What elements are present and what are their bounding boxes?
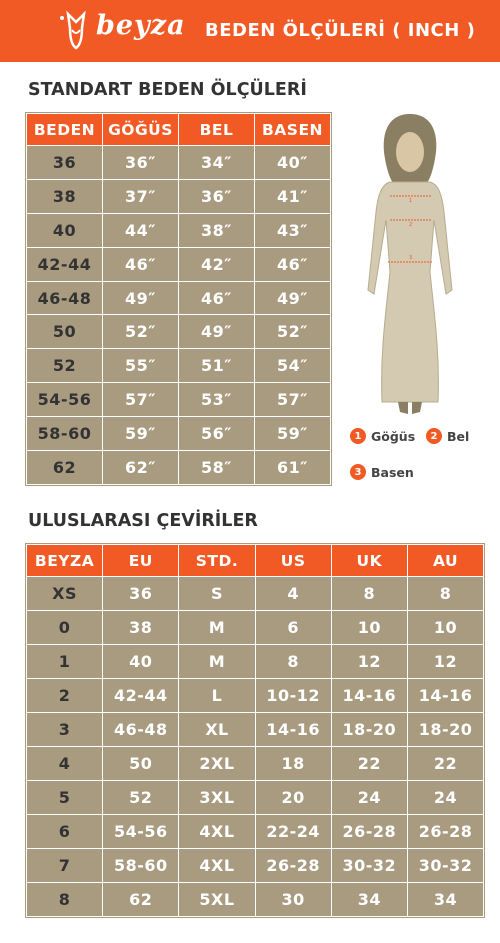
table-cell: 6	[256, 611, 331, 644]
svg-text:3: 3	[409, 255, 413, 261]
table-cell: 14-16	[256, 713, 331, 746]
table-cell: 38″	[179, 214, 254, 247]
table-cell: 20	[256, 781, 331, 814]
table-cell: 49″	[103, 282, 178, 315]
table-row	[27, 146, 330, 179]
column-header: BEL	[179, 114, 254, 145]
table-cell: 36″	[103, 146, 178, 179]
table-cell: 59″	[255, 417, 330, 450]
standard-sizes-table	[26, 113, 331, 485]
table-header-row	[27, 545, 483, 576]
table-cell: 10-12	[256, 679, 331, 712]
table-cell: 53″	[179, 383, 254, 416]
table-row	[27, 713, 483, 746]
legend-number: 2	[426, 428, 442, 444]
conversions-table	[26, 544, 484, 917]
table-cell: 4XL	[179, 815, 254, 848]
column-header: BEYZA	[27, 545, 102, 576]
table-cell: 36	[27, 146, 102, 179]
table-cell: 1	[27, 645, 102, 678]
table-cell: 52″	[103, 315, 178, 348]
table-cell: 10	[332, 611, 407, 644]
table-cell: 62	[103, 883, 178, 916]
table-row	[27, 747, 483, 780]
table-cell: 42-44	[103, 679, 178, 712]
table-row	[27, 577, 483, 610]
column-header: STD.	[179, 545, 254, 576]
table-cell: 30-32	[408, 849, 483, 882]
table-cell: 34	[332, 883, 407, 916]
table-cell: 4	[256, 577, 331, 610]
table-cell: 3XL	[179, 781, 254, 814]
table-cell: 12	[408, 645, 483, 678]
table-cell: 5XL	[179, 883, 254, 916]
table-cell: 5	[27, 781, 102, 814]
legend-item-gogus	[350, 428, 415, 444]
table-cell: 26-28	[256, 849, 331, 882]
table-cell: 14-16	[408, 679, 483, 712]
table-cell: 4	[27, 747, 102, 780]
table-cell: 59″	[103, 417, 178, 450]
table-cell: 18-20	[408, 713, 483, 746]
table-cell: 54-56	[27, 383, 102, 416]
table-cell: 51″	[179, 349, 254, 382]
table-cell: 58-60	[27, 417, 102, 450]
table-cell: 10	[408, 611, 483, 644]
table-cell: 57″	[103, 383, 178, 416]
table-cell: 40	[103, 645, 178, 678]
table-cell: 14-16	[332, 679, 407, 712]
table-cell: 30	[256, 883, 331, 916]
table-row	[27, 282, 330, 315]
legend-number: 1	[350, 428, 366, 444]
table-cell: 42″	[179, 248, 254, 281]
table-row	[27, 248, 330, 281]
table-row	[27, 611, 483, 644]
column-header: GÖĞÜS	[103, 114, 178, 145]
table-cell: 50	[27, 315, 102, 348]
table-cell: 54-56	[103, 815, 178, 848]
table-cell: 56″	[179, 417, 254, 450]
table-cell: 4XL	[179, 849, 254, 882]
table-cell: S	[179, 577, 254, 610]
table-cell: 52	[103, 781, 178, 814]
table-cell: 22-24	[256, 815, 331, 848]
table-cell: 24	[408, 781, 483, 814]
table-row	[27, 679, 483, 712]
table-cell: 37″	[103, 180, 178, 213]
table-cell: 22	[332, 747, 407, 780]
table-cell: 24	[332, 781, 407, 814]
table-cell: 46-48	[103, 713, 178, 746]
table-cell: L	[179, 679, 254, 712]
table-cell: M	[179, 611, 254, 644]
table-cell: XL	[179, 713, 254, 746]
table-cell: 22	[408, 747, 483, 780]
table-cell: 50	[103, 747, 178, 780]
table-cell: 52	[27, 349, 102, 382]
column-header: US	[256, 545, 331, 576]
table-cell: 40″	[255, 146, 330, 179]
table-row	[27, 849, 483, 882]
table-cell: 2	[27, 679, 102, 712]
table-cell: 38	[103, 611, 178, 644]
header-banner	[0, 0, 500, 62]
table-cell: 41″	[255, 180, 330, 213]
legend-item-basen	[350, 464, 414, 480]
table-cell: 55″	[103, 349, 178, 382]
table-row	[27, 214, 330, 247]
table-cell: 58-60	[103, 849, 178, 882]
table-cell: 46″	[255, 248, 330, 281]
conversions-title: ULUSLARASI ÇEVİRİLER	[28, 511, 258, 531]
legend-item-bel	[426, 428, 469, 444]
table-row	[27, 180, 330, 213]
table-row	[27, 349, 330, 382]
table-row	[27, 883, 483, 916]
table-cell: XS	[27, 577, 102, 610]
table-cell: M	[179, 645, 254, 678]
table-cell: 57″	[255, 383, 330, 416]
legend-label: Göğüs	[371, 428, 416, 444]
table-cell: 26-28	[332, 815, 407, 848]
page-title: BEDEN ÖLÇÜLERİ ( INCH )	[205, 20, 476, 41]
table-cell: 0	[27, 611, 102, 644]
table-cell: 2XL	[179, 747, 254, 780]
table-cell: 43″	[255, 214, 330, 247]
table-header-row	[27, 114, 330, 145]
table-cell: 49″	[179, 315, 254, 348]
svg-text:2: 2	[409, 222, 413, 228]
table-cell: 26-28	[408, 815, 483, 848]
legend-label: Basen	[371, 464, 414, 480]
dress-figure-illustration	[360, 112, 460, 422]
table-cell: 58″	[179, 451, 254, 484]
table-row	[27, 417, 330, 450]
table-cell: 34	[408, 883, 483, 916]
logo-text: beyza	[96, 10, 186, 41]
legend-label: Bel	[447, 428, 470, 444]
table-cell: 12	[332, 645, 407, 678]
table-row	[27, 781, 483, 814]
table-cell: 8	[332, 577, 407, 610]
table-cell: 46″	[179, 282, 254, 315]
table-cell: 36	[103, 577, 178, 610]
table-cell: 46-48	[27, 282, 102, 315]
table-cell: 44″	[103, 214, 178, 247]
table-cell: 61″	[255, 451, 330, 484]
table-cell: 8	[256, 645, 331, 678]
table-row	[27, 815, 483, 848]
table-row	[27, 383, 330, 416]
table-cell: 6	[27, 815, 102, 848]
table-row	[27, 451, 330, 484]
table-cell: 18	[256, 747, 331, 780]
table-cell: 34″	[179, 146, 254, 179]
table-cell: 8	[408, 577, 483, 610]
table-cell: 40	[27, 214, 102, 247]
table-cell: 38	[27, 180, 102, 213]
svg-text:1: 1	[409, 198, 413, 204]
table-cell: 18-20	[332, 713, 407, 746]
table-cell: 62	[27, 451, 102, 484]
table-cell: 8	[27, 883, 102, 916]
table-cell: 54″	[255, 349, 330, 382]
table-cell: 36″	[179, 180, 254, 213]
column-header: AU	[408, 545, 483, 576]
table-cell: 62″	[103, 451, 178, 484]
table-cell: 49″	[255, 282, 330, 315]
table-row	[27, 645, 483, 678]
table-cell: 46″	[103, 248, 178, 281]
standard-sizes-title: STANDART BEDEN ÖLÇÜLERİ	[28, 80, 307, 100]
column-header: BASEN	[255, 114, 330, 145]
column-header: UK	[332, 545, 407, 576]
table-cell: 42-44	[27, 248, 102, 281]
table-cell: 30-32	[332, 849, 407, 882]
table-row	[27, 315, 330, 348]
table-cell: 7	[27, 849, 102, 882]
column-header: BEDEN	[27, 114, 102, 145]
table-cell: 3	[27, 713, 102, 746]
table-cell: 52″	[255, 315, 330, 348]
legend-number: 3	[350, 464, 366, 480]
column-header: EU	[103, 545, 178, 576]
